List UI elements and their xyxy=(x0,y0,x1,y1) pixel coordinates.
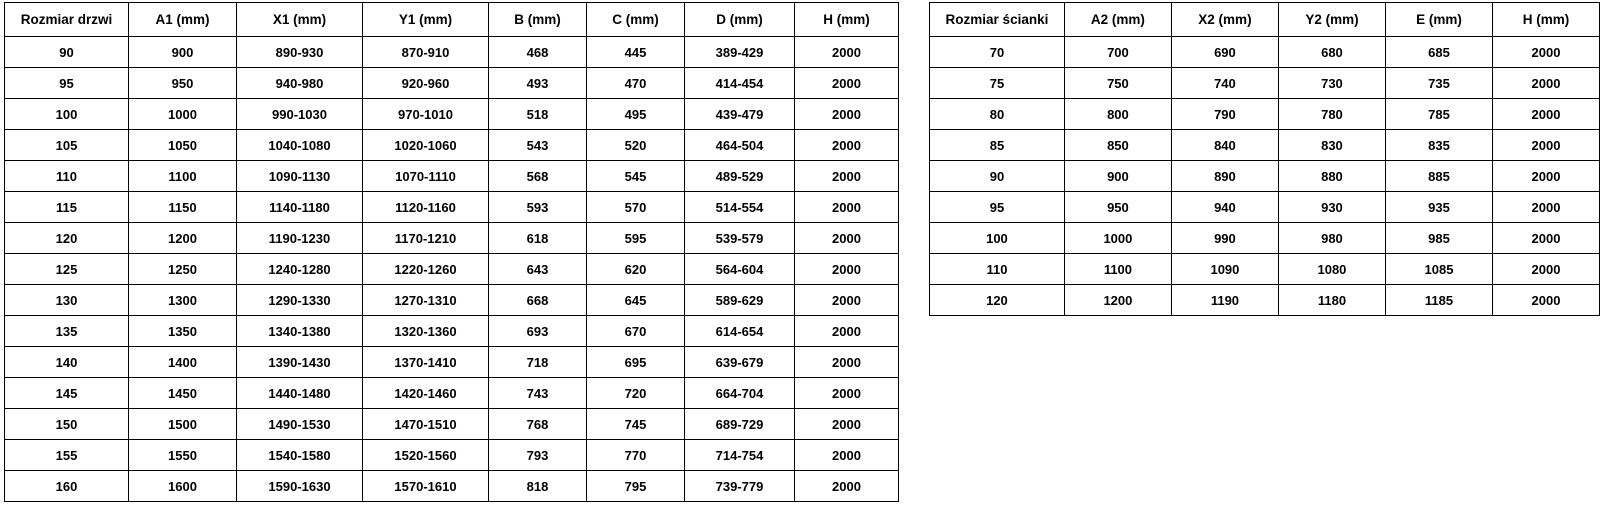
cell: 1200 xyxy=(129,223,237,254)
cell: 110 xyxy=(5,161,129,192)
column-header-y2: Y2 (mm) xyxy=(1278,3,1385,37)
cell: 105 xyxy=(5,130,129,161)
cell: 639-679 xyxy=(685,347,795,378)
cell: 1070-1110 xyxy=(363,161,489,192)
column-header-rozmiar-scianki: Rozmiar ścianki xyxy=(930,3,1065,37)
table-row xyxy=(5,378,899,409)
doors-table-body xyxy=(5,37,899,502)
column-header-b: B (mm) xyxy=(489,3,587,37)
column-header-e: E (mm) xyxy=(1385,3,1492,37)
column-header-h: H (mm) xyxy=(1492,3,1599,37)
walls-table-body xyxy=(930,37,1600,316)
doors-table-head xyxy=(5,3,899,37)
table-row xyxy=(5,347,899,378)
column-header-a1: A1 (mm) xyxy=(129,3,237,37)
cell: 120 xyxy=(930,285,1065,316)
cell: 593 xyxy=(489,192,587,223)
cell: 695 xyxy=(587,347,685,378)
cell: 714-754 xyxy=(685,440,795,471)
column-header-x1: X1 (mm) xyxy=(237,3,363,37)
cell: 700 xyxy=(1064,37,1171,68)
cell: 1570-1610 xyxy=(363,471,489,502)
cell: 1190 xyxy=(1171,285,1278,316)
cell: 1420-1460 xyxy=(363,378,489,409)
cell: 130 xyxy=(5,285,129,316)
cell: 439-479 xyxy=(685,99,795,130)
cell: 780 xyxy=(1278,99,1385,130)
table-row xyxy=(930,285,1600,316)
table-row xyxy=(930,223,1600,254)
cell: 1140-1180 xyxy=(237,192,363,223)
cell: 100 xyxy=(5,99,129,130)
cell: 120 xyxy=(5,223,129,254)
cell: 1590-1630 xyxy=(237,471,363,502)
cell: 900 xyxy=(1064,161,1171,192)
cell: 2000 xyxy=(1492,130,1599,161)
cell: 95 xyxy=(930,192,1065,223)
doors-dimensions-table-container xyxy=(4,2,899,502)
cell: 2000 xyxy=(795,285,899,316)
cell: 1190-1230 xyxy=(237,223,363,254)
cell: 718 xyxy=(489,347,587,378)
cell: 690 xyxy=(1171,37,1278,68)
cell: 414-454 xyxy=(685,68,795,99)
cell: 985 xyxy=(1385,223,1492,254)
cell: 520 xyxy=(587,130,685,161)
cell: 990-1030 xyxy=(237,99,363,130)
cell: 2000 xyxy=(795,440,899,471)
cell: 495 xyxy=(587,99,685,130)
cell: 950 xyxy=(1064,192,1171,223)
cell: 1220-1260 xyxy=(363,254,489,285)
cell: 620 xyxy=(587,254,685,285)
cell: 880 xyxy=(1278,161,1385,192)
cell: 2000 xyxy=(795,192,899,223)
cell: 1470-1510 xyxy=(363,409,489,440)
cell: 115 xyxy=(5,192,129,223)
cell: 75 xyxy=(930,68,1065,99)
cell: 1450 xyxy=(129,378,237,409)
cell: 1080 xyxy=(1278,254,1385,285)
cell: 2000 xyxy=(1492,192,1599,223)
cell: 940-980 xyxy=(237,68,363,99)
table-row xyxy=(5,161,899,192)
cell: 1020-1060 xyxy=(363,130,489,161)
cell: 2000 xyxy=(795,471,899,502)
cell: 95 xyxy=(5,68,129,99)
cell: 940 xyxy=(1171,192,1278,223)
doors-dimensions-table xyxy=(4,2,899,502)
cell: 518 xyxy=(489,99,587,130)
cell: 389-429 xyxy=(685,37,795,68)
cell: 693 xyxy=(489,316,587,347)
cell: 2000 xyxy=(1492,37,1599,68)
cell: 1340-1380 xyxy=(237,316,363,347)
cell: 1390-1430 xyxy=(237,347,363,378)
cell: 785 xyxy=(1385,99,1492,130)
cell: 885 xyxy=(1385,161,1492,192)
column-header-x2: X2 (mm) xyxy=(1171,3,1278,37)
cell: 1550 xyxy=(129,440,237,471)
cell: 830 xyxy=(1278,130,1385,161)
cell: 1180 xyxy=(1278,285,1385,316)
cell: 795 xyxy=(587,471,685,502)
table-row xyxy=(5,254,899,285)
cell: 740 xyxy=(1171,68,1278,99)
column-header-d: D (mm) xyxy=(685,3,795,37)
cell: 790 xyxy=(1171,99,1278,130)
cell: 2000 xyxy=(795,378,899,409)
cell: 689-729 xyxy=(685,409,795,440)
cell: 90 xyxy=(5,37,129,68)
cell: 920-960 xyxy=(363,68,489,99)
table-row xyxy=(5,37,899,68)
column-header-y1: Y1 (mm) xyxy=(363,3,489,37)
cell: 980 xyxy=(1278,223,1385,254)
cell: 1000 xyxy=(1064,223,1171,254)
cell: 930 xyxy=(1278,192,1385,223)
table-row xyxy=(5,68,899,99)
cell: 870-910 xyxy=(363,37,489,68)
cell: 664-704 xyxy=(685,378,795,409)
cell: 1440-1480 xyxy=(237,378,363,409)
table-row xyxy=(930,68,1600,99)
cell: 1100 xyxy=(1064,254,1171,285)
cell: 950 xyxy=(129,68,237,99)
walls-dimensions-table xyxy=(929,2,1600,316)
cell: 2000 xyxy=(795,254,899,285)
table-row xyxy=(5,285,899,316)
walls-dimensions-table-container xyxy=(929,2,1600,316)
cell: 739-779 xyxy=(685,471,795,502)
table-row xyxy=(930,192,1600,223)
cell: 768 xyxy=(489,409,587,440)
column-header-h: H (mm) xyxy=(795,3,899,37)
cell: 1090 xyxy=(1171,254,1278,285)
cell: 80 xyxy=(930,99,1065,130)
cell: 160 xyxy=(5,471,129,502)
cell: 890-930 xyxy=(237,37,363,68)
table-row xyxy=(5,409,899,440)
cell: 2000 xyxy=(1492,285,1599,316)
cell: 1400 xyxy=(129,347,237,378)
table-row xyxy=(930,37,1600,68)
walls-table-head xyxy=(930,3,1600,37)
column-header-a2: A2 (mm) xyxy=(1064,3,1171,37)
cell: 2000 xyxy=(795,99,899,130)
cell: 595 xyxy=(587,223,685,254)
table-row xyxy=(5,192,899,223)
cell: 800 xyxy=(1064,99,1171,130)
cell: 1040-1080 xyxy=(237,130,363,161)
table-row xyxy=(930,254,1600,285)
table-row xyxy=(930,130,1600,161)
cell: 770 xyxy=(587,440,685,471)
cell: 1050 xyxy=(129,130,237,161)
cell: 643 xyxy=(489,254,587,285)
cell: 1520-1560 xyxy=(363,440,489,471)
cell: 840 xyxy=(1171,130,1278,161)
cell: 743 xyxy=(489,378,587,409)
cell: 2000 xyxy=(1492,161,1599,192)
cell: 1150 xyxy=(129,192,237,223)
cell: 564-604 xyxy=(685,254,795,285)
cell: 150 xyxy=(5,409,129,440)
cell: 1600 xyxy=(129,471,237,502)
cell: 720 xyxy=(587,378,685,409)
cell: 70 xyxy=(930,37,1065,68)
cell: 470 xyxy=(587,68,685,99)
cell: 2000 xyxy=(1492,99,1599,130)
table-header-row xyxy=(5,3,899,37)
cell: 543 xyxy=(489,130,587,161)
cell: 2000 xyxy=(795,316,899,347)
cell: 900 xyxy=(129,37,237,68)
cell: 818 xyxy=(489,471,587,502)
cell: 668 xyxy=(489,285,587,316)
cell: 750 xyxy=(1064,68,1171,99)
cell: 745 xyxy=(587,409,685,440)
cell: 2000 xyxy=(1492,68,1599,99)
cell: 1100 xyxy=(129,161,237,192)
cell: 125 xyxy=(5,254,129,285)
cell: 493 xyxy=(489,68,587,99)
cell: 2000 xyxy=(1492,254,1599,285)
cell: 1270-1310 xyxy=(363,285,489,316)
cell: 1240-1280 xyxy=(237,254,363,285)
cell: 1500 xyxy=(129,409,237,440)
cell: 570 xyxy=(587,192,685,223)
table-row xyxy=(930,161,1600,192)
cell: 2000 xyxy=(795,68,899,99)
cell: 1120-1160 xyxy=(363,192,489,223)
cell: 1000 xyxy=(129,99,237,130)
cell: 1185 xyxy=(1385,285,1492,316)
cell: 135 xyxy=(5,316,129,347)
table-row xyxy=(5,316,899,347)
table-row xyxy=(930,99,1600,130)
cell: 568 xyxy=(489,161,587,192)
table-row xyxy=(5,471,899,502)
cell: 145 xyxy=(5,378,129,409)
cell: 935 xyxy=(1385,192,1492,223)
cell: 1290-1330 xyxy=(237,285,363,316)
cell: 468 xyxy=(489,37,587,68)
cell: 890 xyxy=(1171,161,1278,192)
cell: 1350 xyxy=(129,316,237,347)
cell: 1320-1360 xyxy=(363,316,489,347)
table-row xyxy=(5,99,899,130)
cell: 2000 xyxy=(1492,223,1599,254)
cell: 445 xyxy=(587,37,685,68)
cell: 90 xyxy=(930,161,1065,192)
cell: 645 xyxy=(587,285,685,316)
cell: 1085 xyxy=(1385,254,1492,285)
cell: 545 xyxy=(587,161,685,192)
table-row xyxy=(5,223,899,254)
cell: 850 xyxy=(1064,130,1171,161)
cell: 2000 xyxy=(795,37,899,68)
column-header-c: C (mm) xyxy=(587,3,685,37)
cell: 730 xyxy=(1278,68,1385,99)
table-row xyxy=(5,130,899,161)
cell: 618 xyxy=(489,223,587,254)
cell: 1090-1130 xyxy=(237,161,363,192)
cell: 2000 xyxy=(795,223,899,254)
cell: 489-529 xyxy=(685,161,795,192)
cell: 1250 xyxy=(129,254,237,285)
cell: 2000 xyxy=(795,161,899,192)
cell: 2000 xyxy=(795,409,899,440)
cell: 835 xyxy=(1385,130,1492,161)
table-header-row xyxy=(930,3,1600,37)
cell: 1540-1580 xyxy=(237,440,363,471)
cell: 670 xyxy=(587,316,685,347)
cell: 155 xyxy=(5,440,129,471)
cell: 970-1010 xyxy=(363,99,489,130)
cell: 1300 xyxy=(129,285,237,316)
cell: 464-504 xyxy=(685,130,795,161)
cell: 1170-1210 xyxy=(363,223,489,254)
cell: 514-554 xyxy=(685,192,795,223)
cell: 793 xyxy=(489,440,587,471)
cell: 680 xyxy=(1278,37,1385,68)
cell: 100 xyxy=(930,223,1065,254)
cell: 85 xyxy=(930,130,1065,161)
cell: 2000 xyxy=(795,347,899,378)
cell: 140 xyxy=(5,347,129,378)
cell: 1490-1530 xyxy=(237,409,363,440)
cell: 685 xyxy=(1385,37,1492,68)
cell: 539-579 xyxy=(685,223,795,254)
cell: 1200 xyxy=(1064,285,1171,316)
cell: 1370-1410 xyxy=(363,347,489,378)
cell: 735 xyxy=(1385,68,1492,99)
cell: 110 xyxy=(930,254,1065,285)
cell: 2000 xyxy=(795,130,899,161)
column-header-rozmiar-drzwi: Rozmiar drzwi xyxy=(5,3,129,37)
cell: 589-629 xyxy=(685,285,795,316)
cell: 990 xyxy=(1171,223,1278,254)
table-row xyxy=(5,440,899,471)
cell: 614-654 xyxy=(685,316,795,347)
